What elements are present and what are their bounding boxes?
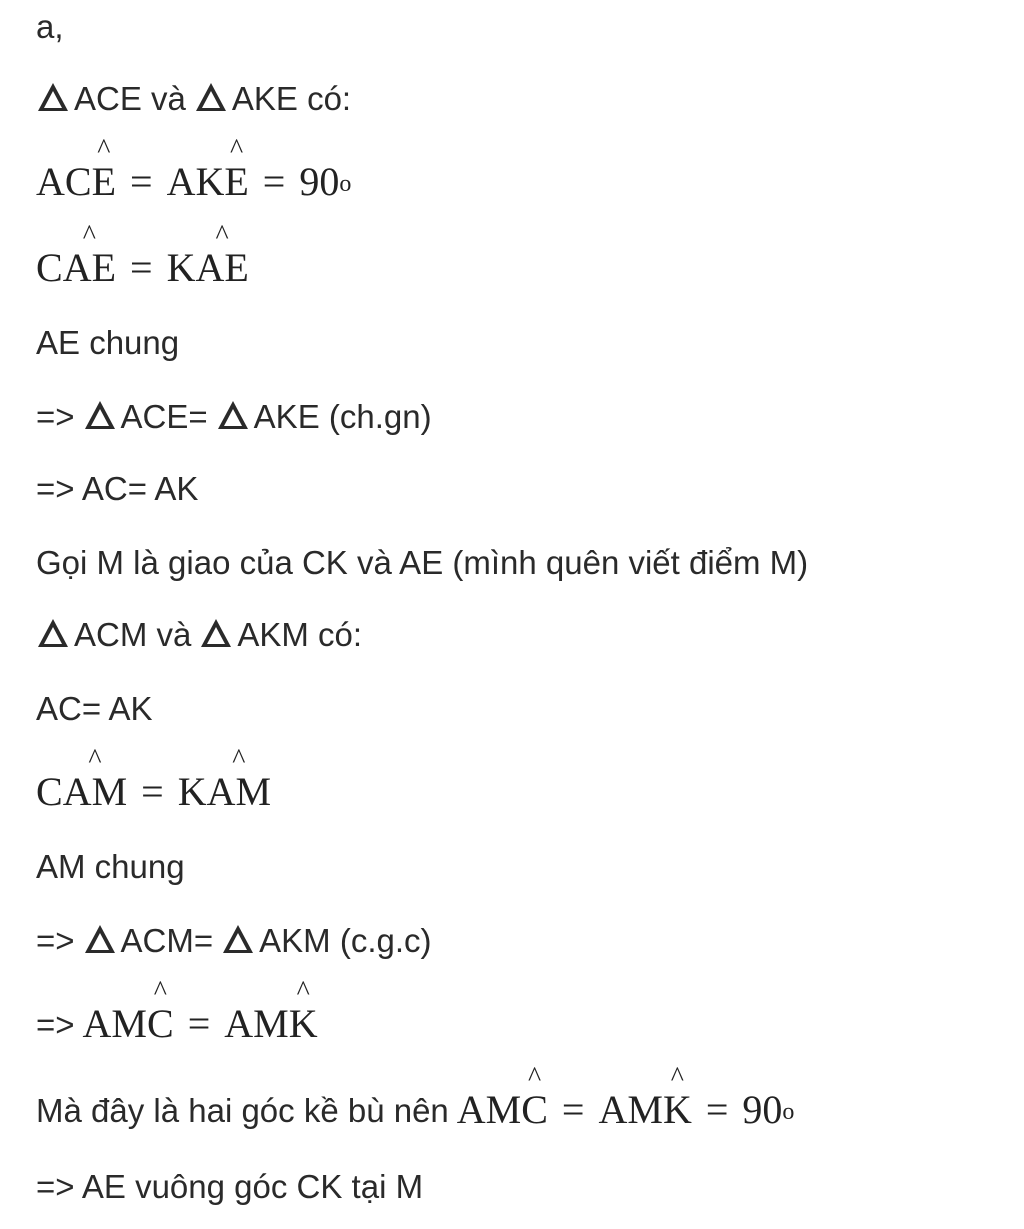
math-text: AE xyxy=(195,245,249,290)
math-text: AK xyxy=(166,159,225,204)
conclusion-equal-sides xyxy=(36,458,198,518)
text: => xyxy=(36,921,75,959)
math-text: K xyxy=(288,1001,318,1046)
math-text: AM xyxy=(206,769,272,814)
angle-hat xyxy=(288,1001,318,1046)
math-text: C xyxy=(147,1001,174,1046)
part-label xyxy=(36,0,64,56)
math-angle-equation-4 xyxy=(36,992,318,1056)
conclusion-congruent-1 xyxy=(36,386,432,446)
math-text: 90 xyxy=(299,159,340,204)
angle-hat xyxy=(62,769,128,814)
angle-hat xyxy=(206,769,272,814)
conclusion-congruent-2 xyxy=(36,910,432,970)
equals-sign: = xyxy=(705,1087,729,1132)
triangle-icon xyxy=(223,925,253,953)
math-text: 90 xyxy=(742,1087,783,1132)
equals-sign: = xyxy=(130,159,153,204)
text: AKM (c.g.c) xyxy=(259,921,432,959)
degree-sign: o xyxy=(782,1099,795,1125)
text: AKE có: xyxy=(231,79,352,117)
angle-hat xyxy=(662,1087,692,1132)
math-text: AM xyxy=(456,1087,522,1132)
equal-sides-statement xyxy=(36,678,152,738)
text: ACM và xyxy=(74,615,192,653)
text: Gọi M là giao của CK và AE (mình quên viết điểm M) xyxy=(36,543,809,581)
define-point-m xyxy=(36,532,808,592)
text: ACE= xyxy=(120,397,208,435)
text: ACM= xyxy=(120,921,214,959)
math-text: AM xyxy=(62,769,128,814)
angle-hat xyxy=(224,159,249,204)
triangle-icon xyxy=(201,619,231,647)
text: AKM có: xyxy=(237,615,363,653)
text: ACE và xyxy=(74,79,186,117)
text: => xyxy=(36,397,75,435)
text: => AE vuông góc CK tại M xyxy=(36,1167,424,1205)
math-angle-equation-1 xyxy=(36,150,351,214)
math-expression xyxy=(36,245,249,290)
triangle-icon xyxy=(85,925,115,953)
math-text: AE xyxy=(62,245,117,290)
math-text: K xyxy=(177,769,207,814)
triangle-icon xyxy=(38,619,68,647)
math-expression xyxy=(36,159,352,204)
final-conclusion xyxy=(36,1156,423,1216)
math-angle-equation-5 xyxy=(36,1078,794,1142)
math-expression xyxy=(456,1087,795,1132)
math-angle-equation-3 xyxy=(36,760,271,824)
math-text: K xyxy=(166,245,196,290)
math-text: C xyxy=(36,769,63,814)
text: AM chung xyxy=(36,847,185,885)
angle-hat xyxy=(147,1001,174,1046)
equals-sign: = xyxy=(187,1001,211,1046)
triangle-icon xyxy=(38,83,68,111)
triangle-icon xyxy=(218,401,248,429)
math-text: AM xyxy=(224,1001,289,1046)
common-side-statement-2 xyxy=(36,836,185,896)
common-side-statement xyxy=(36,312,179,372)
equals-sign: = xyxy=(141,769,164,814)
degree-sign: o xyxy=(339,171,352,197)
equals-sign: = xyxy=(262,159,286,204)
math-text: AM xyxy=(82,1001,147,1046)
math-text: C xyxy=(36,245,63,290)
text: => AC= AK xyxy=(36,469,199,507)
text: => xyxy=(36,1005,75,1043)
math-text: E xyxy=(91,159,117,204)
angle-hat xyxy=(195,245,249,290)
math-text: E xyxy=(224,159,249,204)
math-expression xyxy=(82,1001,318,1046)
math-expression xyxy=(36,769,272,814)
math-text: K xyxy=(662,1087,692,1132)
triangle-icon xyxy=(85,401,115,429)
math-angle-equation-2 xyxy=(36,236,249,300)
text: Mà đây là hai góc kề bù nên xyxy=(36,1091,449,1129)
text: AC= AK xyxy=(36,689,153,727)
math-text: AC xyxy=(36,159,92,204)
triangle-statement-1 xyxy=(36,68,351,128)
equals-sign: = xyxy=(561,1087,585,1132)
triangle-icon xyxy=(196,83,226,111)
math-text: C xyxy=(521,1087,548,1132)
text-a: a, xyxy=(36,7,64,45)
text: AE chung xyxy=(36,323,180,361)
angle-hat xyxy=(62,245,117,290)
math-text: AM xyxy=(598,1087,663,1132)
text: AKE (ch.gn) xyxy=(253,397,432,435)
triangle-statement-2 xyxy=(36,604,362,664)
angle-hat xyxy=(521,1087,548,1132)
angle-hat xyxy=(91,159,117,204)
equals-sign: = xyxy=(130,245,153,290)
